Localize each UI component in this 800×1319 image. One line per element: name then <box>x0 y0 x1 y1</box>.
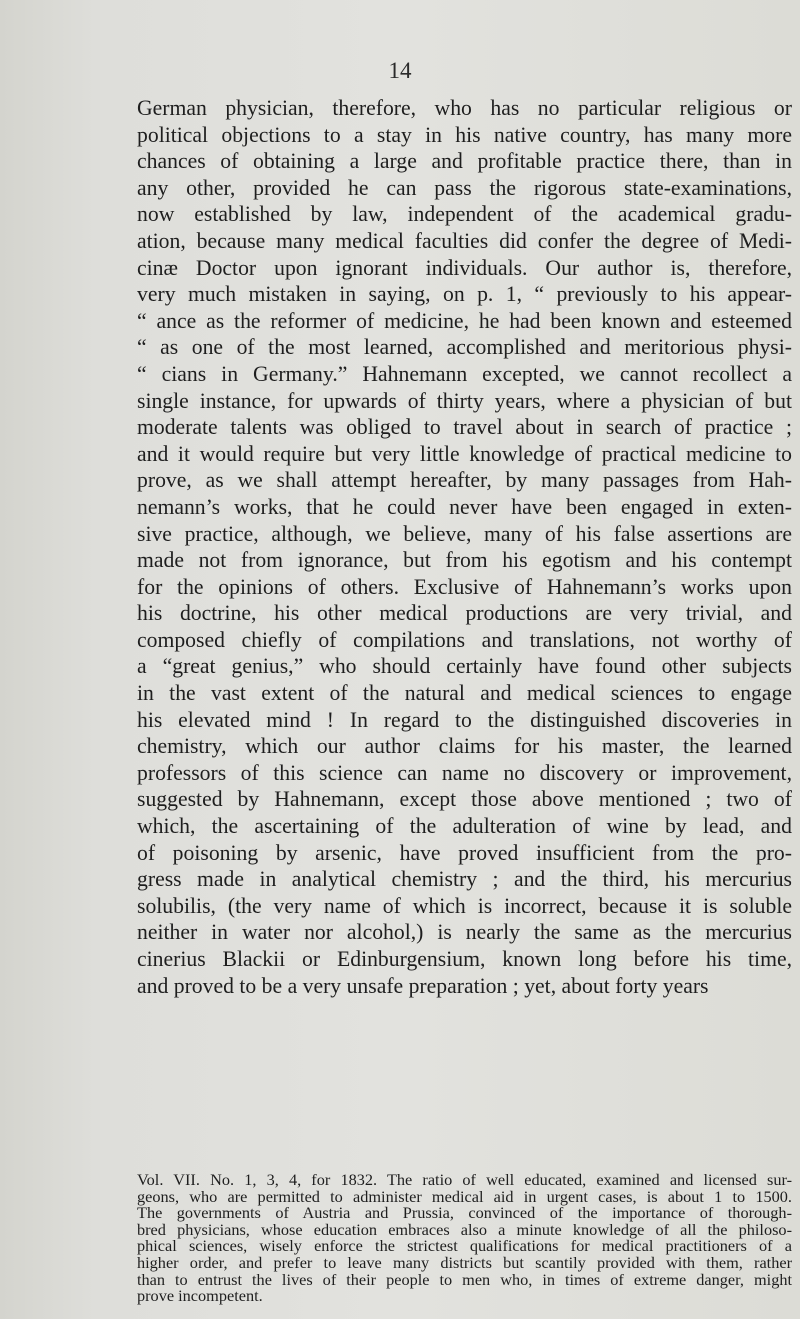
body-line: chemistry, which our author claims for his master, the learned <box>137 734 792 759</box>
body-line: “ ance as the reformer of medicine, he had been known and esteemed <box>137 308 792 333</box>
body-line: composed chiefly of compilations and translations, not worthy of <box>137 627 792 652</box>
footnote-line: than to entrust the lives of their people to men who, in times of extreme danger, might <box>137 1269 792 1289</box>
body-line: cinerius Blackii or Edinburgensium, known long before his time, <box>137 947 792 971</box>
footnote-line: geons, who are permitted to administer medical aid in urgent cases, is about 1 to 1500. <box>137 1186 792 1206</box>
footnote-line: Vol. VII. No. 1, 3, 4, for 1832. The ratio of well educated, examined and licensed sur- <box>137 1170 792 1189</box>
body-line: prove, as we shall attempt hereafter, by many passages from Hah- <box>137 468 792 493</box>
page-number: 14 <box>388 58 412 83</box>
body-line: and proved to be a very unsafe preparation ; yet, about forty years <box>137 973 709 998</box>
body-line: his doctrine, his other medical productions are very trivial, and <box>137 601 792 626</box>
body-line: now established by law, independent of the academical gradu- <box>137 202 792 227</box>
footnote-line: prove incompetent. <box>137 1286 263 1306</box>
body-line: made not from ignorance, but from his egotism and his contempt <box>137 548 792 573</box>
body-line: in the vast extent of the natural and medical sciences to engage <box>137 681 792 706</box>
body-line: cinæ Doctor upon ignorant individuals. Our author is, therefore, <box>137 255 792 280</box>
body-line: single instance, for upwards of thirty years, where a physician of but <box>137 388 792 413</box>
footnote-line: phical sciences, wisely enforce the strictest qualifications for medical practitioners of a <box>137 1236 792 1256</box>
body-line: solubilis, (the very name of which is incorrect, because it is soluble <box>137 893 792 918</box>
body-line: chances of obtaining a large and profitable practice there, than in <box>137 149 792 174</box>
body-line: any other, provided he can pass the rigorous state-examinations, <box>137 175 792 200</box>
body-line: moderate talents was obliged to travel about in search of practice ; <box>137 415 792 440</box>
body-line: gress made in analytical chemistry ; and the third, his mercurius <box>137 867 792 892</box>
body-line: his elevated mind ! In regard to the distinguished discoveries in <box>137 707 792 732</box>
body-line: political objections to a stay in his native country, has many more <box>137 122 792 147</box>
body-line: which, the ascertaining of the adulteration of wine by lead, and <box>137 814 792 839</box>
footnote-line: bred physicians, whose education embraces also a minute knowledge of all the philoso- <box>137 1219 792 1239</box>
body-line: for the opinions of others. Exclusive of Hahnemann’s works upon <box>137 574 792 599</box>
footnote-line: The governments of Austria and Prussia, convinced of the importance of thorough- <box>137 1203 792 1223</box>
body-line: “ cians in Germany.” Hahnemann excepted, we cannot recollect a <box>137 361 792 386</box>
body-line: a “great genius,” who should certainly have found other subjects <box>137 654 792 679</box>
body-line: of poisoning by arsenic, have proved insufficient from the pro- <box>137 840 792 865</box>
body-text <box>137 95 792 999</box>
body-line: very much mistaken in saying, on p. 1, “ previously to his appear- <box>137 282 792 307</box>
body-line: professors of this science can name no discovery or improvement, <box>137 760 792 785</box>
body-line: sive practice, although, we believe, many of his false assertions are <box>137 521 792 546</box>
body-line: neither in water nor alcohol,) is nearly the same as the mercurius <box>137 920 792 945</box>
body-line: nemann’s works, that he could never have been engaged in exten- <box>137 494 792 519</box>
footnote <box>137 1172 792 1305</box>
body-line: ation, because many medical faculties did confer the degree of Medi- <box>137 228 792 253</box>
body-line: “ as one of the most learned, accomplished and meritorious physi- <box>137 335 792 360</box>
footnote-line: higher order, and prefer to leave many districts but scantily provided with them, rather <box>137 1252 792 1272</box>
body-line: and it would require but very little knowledge of practical medicine to <box>137 441 792 466</box>
body-line: suggested by Hahnemann, except those above mentioned ; two of <box>137 787 792 812</box>
body-line: German physician, therefore, who has no particular religious or <box>137 96 792 120</box>
